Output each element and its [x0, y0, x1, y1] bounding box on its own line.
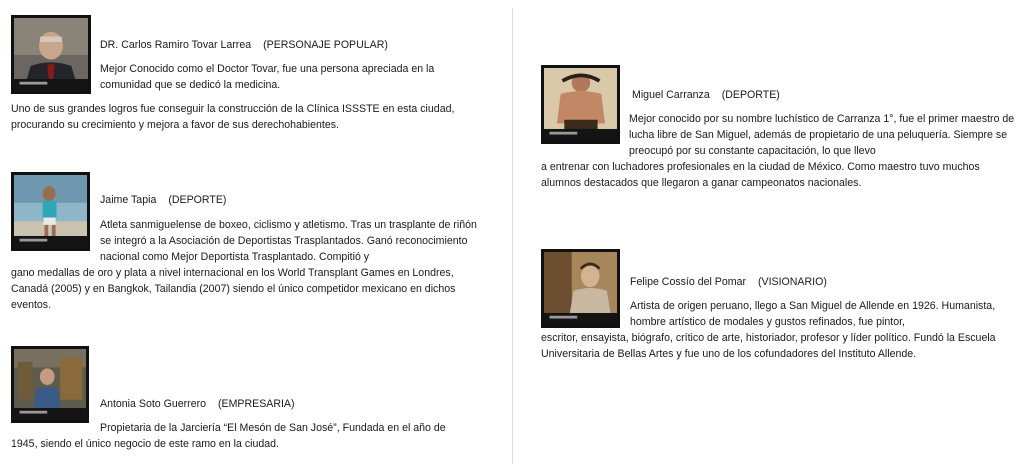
person-heading	[100, 396, 295, 412]
person-description-continued: escritor, ensayista, biógrafo, crítico de arte, historiador, profesor y líder político. Fundó la Escuela Universitaria de Bellas Artes y fue uno de los cofundadores del Instituto Allende.	[541, 332, 996, 360]
person-description: Mejor conocido por su nombre luchístico de Carranza 1°, fue el primer maestro de lucha libre de San Miguel, además de propietario de una peluquería. Siempre se preocupó por su constante capacitación, lo que llevo	[629, 113, 1015, 157]
portrait-image	[14, 175, 87, 248]
portrait-image	[544, 68, 617, 141]
person-name: Antonia Soto Guerrero	[100, 398, 206, 410]
person-description-continued: gano medallas de oro y plata a nivel internacional en los World Transplant Games en Londres, Canadá (2005) y en Bangkok, Tailandia (2007) siendo el único competidor mexicano en dichos eventos.	[11, 267, 456, 311]
person-description-continued: Uno de sus grandes logros fue conseguir la construcción de la Clínica ISSSTE en esta ciudad, procurando su crecimiento y mejora a favor de sus derechohabientes.	[11, 103, 455, 131]
person-description: Propietaria de la Jarciería “El Mesón de San José”, Fundada en el año de	[100, 422, 446, 434]
person-heading	[100, 37, 388, 53]
person-name: Felipe Cossío del Pomar	[630, 276, 746, 288]
person-description-continued: a entrenar con luchadores profesionales en la ciudad de México. Como maestro tuvo muchos alumnos destacados que llegaron a ganar campeonatos nacionales.	[541, 161, 980, 189]
person-category: (DEPORTE)	[721, 89, 780, 101]
portrait-photo	[11, 15, 91, 94]
person-heading	[100, 192, 226, 208]
person-heading	[632, 87, 780, 103]
column-divider	[512, 8, 513, 464]
person-category: (DEPORTE)	[168, 194, 227, 206]
portrait-image	[544, 252, 617, 325]
portrait-photo	[11, 172, 90, 251]
portrait-photo	[11, 346, 89, 423]
person-description-continued: 1945, siendo el único negocio de este ramo en la ciudad.	[11, 438, 279, 450]
person-name: DR. Carlos Ramiro Tovar Larrea	[100, 39, 252, 51]
portrait-photo	[541, 65, 620, 144]
portrait-image	[14, 18, 88, 91]
person-name: Jaime Tapia	[100, 194, 157, 206]
person-category: (PERSONAJE POPULAR)	[263, 39, 388, 51]
person-description: Atleta sanmiguelense de boxeo, ciclismo y atletismo. Tras un trasplante de riñón se integró a la Asociación de Deportistas Trasplantados. Ganó reconocimiento nacional como Mejor Deportista Trasplantado. Compitió y	[100, 219, 477, 263]
person-description: Mejor Conocido como el Doctor Tovar, fue una persona apreciada en la comunidad que se dedicó la medicina.	[100, 63, 435, 91]
person-description: Artista de origen peruano, llego a San Miguel de Allende en 1926. Humanista, hombre artístico de modales y gustos refinados, fue pintor,	[630, 300, 996, 328]
portrait-image	[14, 349, 86, 420]
person-category: (VISIONARIO)	[758, 276, 827, 288]
portrait-photo	[541, 249, 620, 328]
person-heading	[630, 274, 827, 290]
person-category: (EMPRESARIA)	[218, 398, 295, 410]
person-name: Miguel Carranza	[632, 89, 710, 101]
